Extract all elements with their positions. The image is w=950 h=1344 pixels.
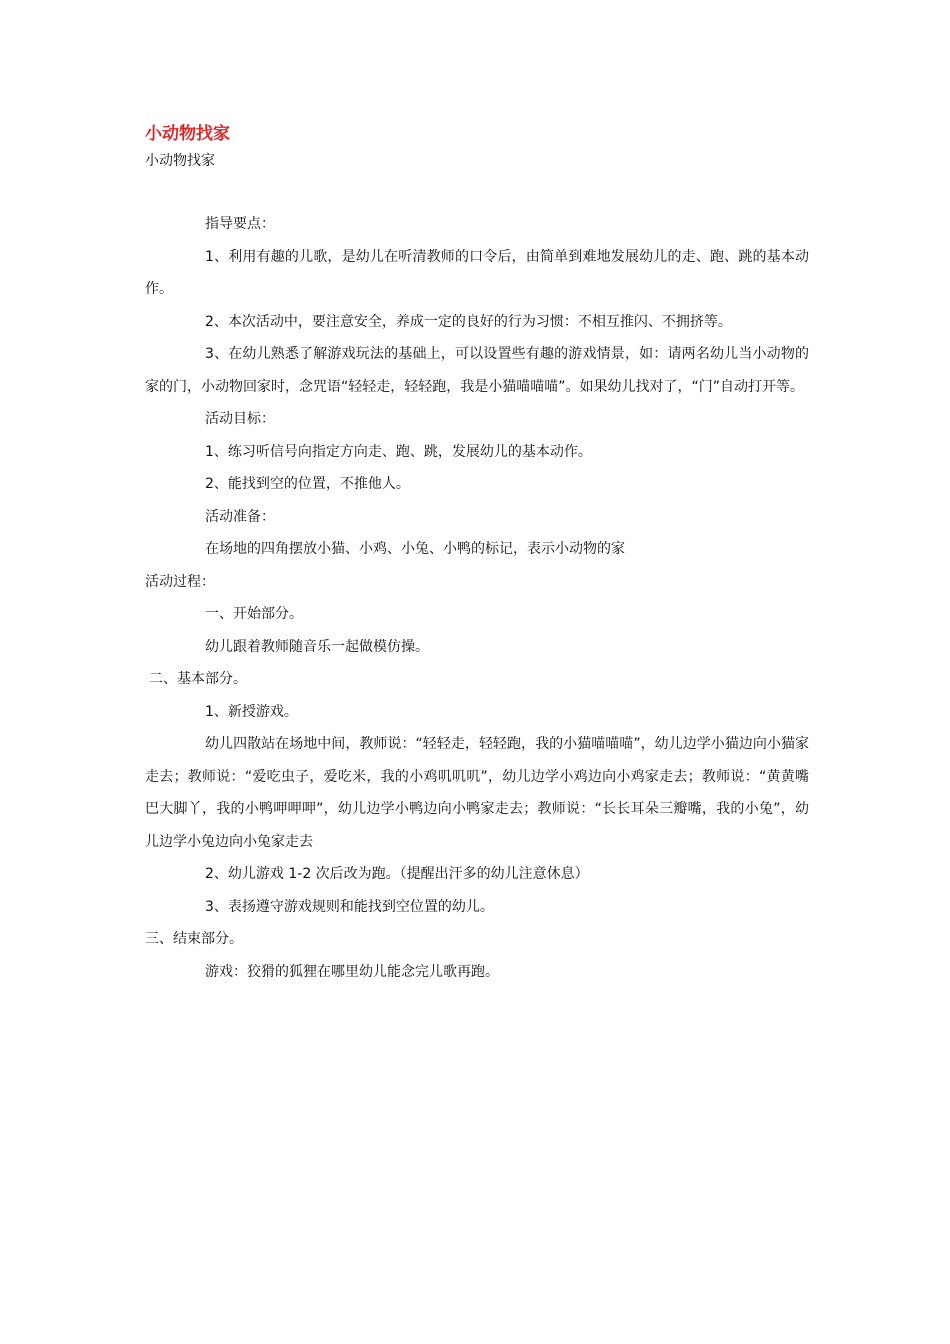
paragraph-part-two-step-1: 1、新授游戏。 — [205, 703, 298, 720]
paragraph-goals-heading: 活动目标： — [205, 411, 275, 427]
paragraph-part-three-text: 游戏：狡猾的狐狸在哪里幼儿能念完儿歌再跑。 — [205, 963, 499, 980]
paragraph-goal-2: 2、能找到空的位置，不推他人。 — [205, 476, 410, 492]
paragraph-goal-1: 1、练习听信号向指定方向走、跑、跳，发展幼儿的基本动作。 — [205, 443, 592, 460]
paragraph-guidance-2: 2、本次活动中，要注意安全，养成一定的良好的行为习惯：不相互推闪、不拥挤等。 — [205, 313, 732, 330]
paragraph-process-heading: 活动过程： — [145, 573, 215, 590]
document-subtitle: 小动物找家 — [145, 153, 215, 169]
document-page — [145, 120, 809, 988]
paragraph-part-two-game-text: 幼儿四散站在场地中间，教师说：“轻轻走，轻轻跑，我的小猫喵喵喵”，幼儿边学小猫边向小猫家走去；教师说：“爱吃虫子，爱吃米，我的小鸡叽叽叽”，幼儿边学小鸡边向小鸡家走去；教师说：“黄黄嘴巴大脚丫，我的小鸭呷呷呷”，幼儿边学小鸭边向小鸭家走去；教师说：“长长耳朵三瓣嘴，我的小兔”，幼儿边学小兔边向小兔家走去 — [145, 736, 809, 850]
document-body — [145, 208, 809, 988]
paragraph-part-two-heading: 二、基本部分。 — [149, 671, 247, 687]
paragraph-part-one-text: 幼儿跟着教师随音乐一起做模仿操。 — [205, 638, 429, 655]
paragraph-part-two-step-2: 2、幼儿游戏 1-2 次后改为跑。（提醒出汗多的幼儿注意休息） — [205, 866, 589, 882]
paragraph-guidance-heading: 指导要点： — [205, 216, 275, 232]
paragraph-part-one-heading: 一、开始部分。 — [205, 606, 303, 622]
paragraph-guidance-3: 3、在幼儿熟悉了解游戏玩法的基础上，可以设置些有趣的游戏情景，如：请两名幼儿当小动物的家的门，小动物回家时，念咒语“轻轻走，轻轻跑，我是小猫喵喵喵”。如果幼儿找对了，“门”自动打开等。 — [145, 346, 809, 395]
document-title: 小动物找家 — [145, 124, 230, 144]
paragraph-preparation-text: 在场地的四角摆放小猫、小鸡、小兔、小鸭的标记，表示小动物的家 — [205, 541, 625, 557]
paragraph-guidance-1: 1、利用有趣的儿歌，是幼儿在听清教师的口令后，由简单到难地发展幼儿的走、跑、跳的基本动作。 — [145, 248, 809, 297]
paragraph-part-two-step-3: 3、表扬遵守游戏规则和能找到空位置的幼儿。 — [205, 898, 494, 915]
paragraph-part-three-heading: 三、结束部分。 — [145, 931, 243, 947]
paragraph-preparation-heading: 活动准备： — [205, 508, 275, 525]
